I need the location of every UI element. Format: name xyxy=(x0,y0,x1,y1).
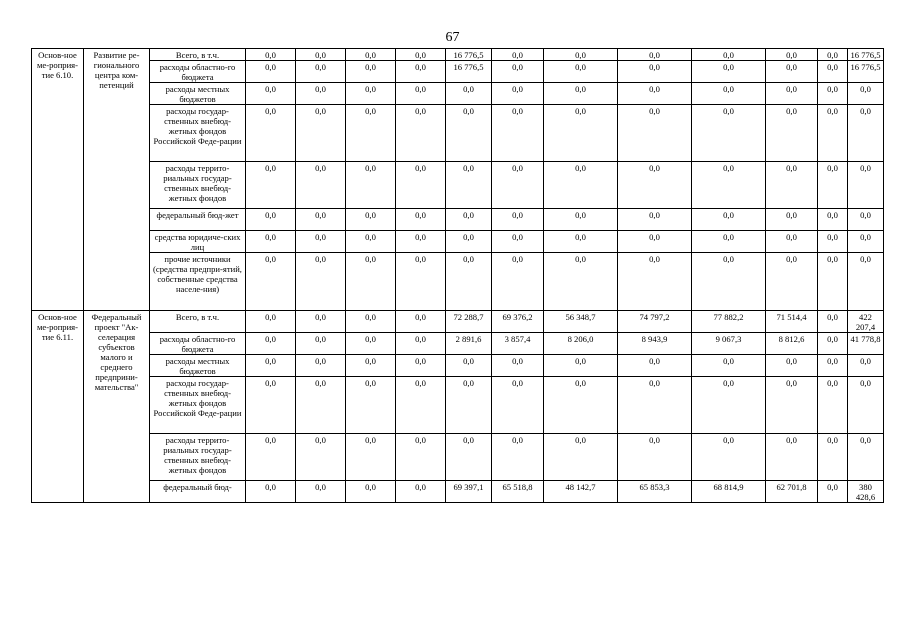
value-cell: 0,0 xyxy=(766,162,818,209)
value-cell: 0,0 xyxy=(692,231,766,253)
source-label-cell: расходы областно-го бюджета xyxy=(150,61,246,83)
table-row xyxy=(32,333,884,355)
value-cell: 0,0 xyxy=(492,355,544,377)
value-cell: 0,0 xyxy=(818,49,848,61)
value-cell: 68 814,9 xyxy=(692,481,766,503)
source-label-cell: расходы террито-риальных государ-ственных внебюд-жетных фондов xyxy=(150,162,246,209)
value-cell: 0,0 xyxy=(818,83,848,105)
value-cell: 0,0 xyxy=(396,231,446,253)
value-cell: 0,0 xyxy=(346,377,396,434)
value-cell: 0,0 xyxy=(246,83,296,105)
value-cell: 0,0 xyxy=(766,434,818,481)
value-cell: 0,0 xyxy=(396,355,446,377)
value-cell: 62 701,8 xyxy=(766,481,818,503)
value-cell: 16 776,5 xyxy=(446,49,492,61)
value-cell: 0,0 xyxy=(296,209,346,231)
value-cell: 0,0 xyxy=(446,231,492,253)
value-cell: 0,0 xyxy=(818,434,848,481)
value-cell: 380 428,6 xyxy=(848,481,884,503)
value-cell: 0,0 xyxy=(618,434,692,481)
value-cell: 0,0 xyxy=(818,333,848,355)
value-cell: 0,0 xyxy=(692,377,766,434)
value-cell: 0,0 xyxy=(296,162,346,209)
value-cell: 0,0 xyxy=(396,105,446,162)
value-cell: 0,0 xyxy=(492,162,544,209)
value-cell: 0,0 xyxy=(296,49,346,61)
value-cell: 0,0 xyxy=(346,105,396,162)
value-cell: 0,0 xyxy=(618,253,692,311)
value-cell: 0,0 xyxy=(818,209,848,231)
value-cell: 0,0 xyxy=(618,61,692,83)
value-cell: 0,0 xyxy=(766,209,818,231)
value-cell: 0,0 xyxy=(848,162,884,209)
value-cell: 0,0 xyxy=(346,231,396,253)
value-cell: 0,0 xyxy=(346,253,396,311)
value-cell: 69 397,1 xyxy=(446,481,492,503)
source-label-cell: Всего, в т.ч. xyxy=(150,311,246,333)
source-label-cell: средства юридиче-ских лиц xyxy=(150,231,246,253)
value-cell: 0,0 xyxy=(246,333,296,355)
value-cell: 65 518,8 xyxy=(492,481,544,503)
value-cell: 0,0 xyxy=(246,209,296,231)
value-cell: 0,0 xyxy=(544,253,618,311)
value-cell: 0,0 xyxy=(396,61,446,83)
source-label-cell: федеральный бюд- xyxy=(150,481,246,503)
value-cell: 0,0 xyxy=(618,209,692,231)
value-cell: 0,0 xyxy=(296,481,346,503)
value-cell: 0,0 xyxy=(692,209,766,231)
value-cell: 0,0 xyxy=(396,83,446,105)
value-cell: 8 206,0 xyxy=(544,333,618,355)
value-cell: 0,0 xyxy=(492,49,544,61)
value-cell: 16 776,5 xyxy=(848,49,884,61)
value-cell: 0,0 xyxy=(848,83,884,105)
value-cell: 72 288,7 xyxy=(446,311,492,333)
value-cell: 0,0 xyxy=(848,105,884,162)
value-cell: 0,0 xyxy=(544,61,618,83)
value-cell: 0,0 xyxy=(396,481,446,503)
value-cell: 0,0 xyxy=(544,83,618,105)
value-cell: 0,0 xyxy=(296,231,346,253)
value-cell: 0,0 xyxy=(818,162,848,209)
value-cell: 0,0 xyxy=(692,355,766,377)
value-cell: 0,0 xyxy=(692,61,766,83)
value-cell: 0,0 xyxy=(346,333,396,355)
value-cell: 0,0 xyxy=(446,434,492,481)
source-label-cell: расходы областно-го бюджета xyxy=(150,333,246,355)
page-number: 67 xyxy=(445,30,460,45)
value-cell: 0,0 xyxy=(766,355,818,377)
value-cell: 0,0 xyxy=(492,105,544,162)
value-cell: 0,0 xyxy=(848,231,884,253)
value-cell: 0,0 xyxy=(818,61,848,83)
value-cell: 0,0 xyxy=(544,377,618,434)
value-cell: 0,0 xyxy=(818,231,848,253)
value-cell: 0,0 xyxy=(618,162,692,209)
value-cell: 0,0 xyxy=(346,481,396,503)
value-cell: 48 142,7 xyxy=(544,481,618,503)
value-cell: 0,0 xyxy=(848,209,884,231)
value-cell: 0,0 xyxy=(818,105,848,162)
value-cell: 0,0 xyxy=(618,377,692,434)
source-label-cell: расходы местных бюджетов xyxy=(150,355,246,377)
value-cell: 0,0 xyxy=(246,105,296,162)
value-cell: 0,0 xyxy=(246,49,296,61)
value-cell: 0,0 xyxy=(692,105,766,162)
description-cell: Развитие ре-гионального центра ком-петенций xyxy=(84,49,150,311)
source-label-cell: Всего, в т.ч. xyxy=(150,49,246,61)
value-cell: 0,0 xyxy=(618,231,692,253)
value-cell: 0,0 xyxy=(692,49,766,61)
value-cell: 0,0 xyxy=(544,209,618,231)
source-label-cell: расходы государ-ственных внебюд-жетных фондов Российской Феде-рации xyxy=(150,105,246,162)
value-cell: 0,0 xyxy=(296,434,346,481)
value-cell: 0,0 xyxy=(544,105,618,162)
value-cell: 0,0 xyxy=(296,61,346,83)
table-row xyxy=(32,49,884,61)
value-cell: 0,0 xyxy=(818,355,848,377)
value-cell: 0,0 xyxy=(544,162,618,209)
budget-table xyxy=(31,48,884,503)
value-cell: 0,0 xyxy=(848,355,884,377)
value-cell: 0,0 xyxy=(246,61,296,83)
value-cell: 0,0 xyxy=(692,434,766,481)
source-label-cell: расходы государ-ственных внебюд-жетных фондов Российской Феде-рации xyxy=(150,377,246,434)
value-cell: 0,0 xyxy=(818,311,848,333)
value-cell: 0,0 xyxy=(848,253,884,311)
value-cell: 0,0 xyxy=(766,377,818,434)
value-cell: 65 853,3 xyxy=(618,481,692,503)
value-cell: 0,0 xyxy=(396,49,446,61)
measure-cell: Основ-ное ме-роприя-тие 6.11. xyxy=(32,311,84,503)
value-cell: 0,0 xyxy=(492,209,544,231)
value-cell: 0,0 xyxy=(544,49,618,61)
value-cell: 74 797,2 xyxy=(618,311,692,333)
value-cell: 0,0 xyxy=(246,377,296,434)
value-cell: 0,0 xyxy=(848,434,884,481)
value-cell: 0,0 xyxy=(346,49,396,61)
value-cell: 0,0 xyxy=(766,253,818,311)
value-cell: 0,0 xyxy=(246,311,296,333)
value-cell: 0,0 xyxy=(296,377,346,434)
value-cell: 0,0 xyxy=(246,355,296,377)
value-cell: 0,0 xyxy=(296,333,346,355)
value-cell: 0,0 xyxy=(618,83,692,105)
source-label-cell: прочие источники (средства предпри-ятий, собственные средства населе-ния) xyxy=(150,253,246,311)
value-cell: 0,0 xyxy=(396,377,446,434)
table-row xyxy=(32,253,884,311)
value-cell: 0,0 xyxy=(446,377,492,434)
value-cell: 0,0 xyxy=(246,253,296,311)
value-cell: 0,0 xyxy=(446,83,492,105)
value-cell: 0,0 xyxy=(396,434,446,481)
value-cell: 0,0 xyxy=(766,83,818,105)
value-cell: 0,0 xyxy=(296,83,346,105)
value-cell: 0,0 xyxy=(346,162,396,209)
value-cell: 0,0 xyxy=(246,481,296,503)
value-cell: 0,0 xyxy=(692,83,766,105)
value-cell: 0,0 xyxy=(492,61,544,83)
value-cell: 3 857,4 xyxy=(492,333,544,355)
value-cell: 0,0 xyxy=(692,162,766,209)
value-cell: 0,0 xyxy=(618,105,692,162)
value-cell: 71 514,4 xyxy=(766,311,818,333)
value-cell: 0,0 xyxy=(544,434,618,481)
value-cell: 0,0 xyxy=(346,209,396,231)
value-cell: 0,0 xyxy=(296,311,346,333)
value-cell: 0,0 xyxy=(296,253,346,311)
value-cell: 8 812,6 xyxy=(766,333,818,355)
value-cell: 0,0 xyxy=(492,231,544,253)
table-row xyxy=(32,311,884,333)
value-cell: 0,0 xyxy=(618,49,692,61)
value-cell: 0,0 xyxy=(346,311,396,333)
value-cell: 0,0 xyxy=(346,83,396,105)
table-row xyxy=(32,209,884,231)
value-cell: 0,0 xyxy=(818,377,848,434)
table-row xyxy=(32,83,884,105)
table-row xyxy=(32,231,884,253)
value-cell: 0,0 xyxy=(848,377,884,434)
value-cell: 0,0 xyxy=(396,253,446,311)
value-cell: 0,0 xyxy=(818,253,848,311)
source-label-cell: расходы местных бюджетов xyxy=(150,83,246,105)
value-cell: 0,0 xyxy=(544,231,618,253)
value-cell: 0,0 xyxy=(492,434,544,481)
value-cell: 0,0 xyxy=(492,377,544,434)
value-cell: 0,0 xyxy=(492,253,544,311)
value-cell: 0,0 xyxy=(396,311,446,333)
value-cell: 0,0 xyxy=(446,355,492,377)
value-cell: 0,0 xyxy=(246,434,296,481)
value-cell: 0,0 xyxy=(246,162,296,209)
value-cell: 0,0 xyxy=(692,253,766,311)
value-cell: 0,0 xyxy=(544,355,618,377)
table-row xyxy=(32,377,884,434)
value-cell: 2 891,6 xyxy=(446,333,492,355)
value-cell: 0,0 xyxy=(396,333,446,355)
table-row xyxy=(32,434,884,481)
value-cell: 0,0 xyxy=(446,162,492,209)
source-label-cell: федеральный бюд-жет xyxy=(150,209,246,231)
measure-cell: Основ-ное ме-роприя-тие 6.10. xyxy=(32,49,84,311)
value-cell: 56 348,7 xyxy=(544,311,618,333)
value-cell: 16 776,5 xyxy=(848,61,884,83)
value-cell: 0,0 xyxy=(446,209,492,231)
value-cell: 16 776,5 xyxy=(446,61,492,83)
description-cell: Федеральный проект "Ак-селерация субъектов малого и среднего предприни-мательства" xyxy=(84,311,150,503)
value-cell: 0,0 xyxy=(396,209,446,231)
table-row xyxy=(32,481,884,503)
value-cell: 0,0 xyxy=(766,231,818,253)
value-cell: 0,0 xyxy=(446,253,492,311)
value-cell: 0,0 xyxy=(246,231,296,253)
value-cell: 0,0 xyxy=(818,481,848,503)
value-cell: 0,0 xyxy=(492,83,544,105)
value-cell: 9 067,3 xyxy=(692,333,766,355)
value-cell: 0,0 xyxy=(296,355,346,377)
value-cell: 0,0 xyxy=(346,355,396,377)
value-cell: 0,0 xyxy=(446,105,492,162)
value-cell: 0,0 xyxy=(296,105,346,162)
value-cell: 0,0 xyxy=(396,162,446,209)
value-cell: 0,0 xyxy=(766,49,818,61)
value-cell: 0,0 xyxy=(766,61,818,83)
source-label-cell: расходы террито-риальных государ-ственных внебюд-жетных фондов xyxy=(150,434,246,481)
value-cell: 0,0 xyxy=(346,434,396,481)
value-cell: 8 943,9 xyxy=(618,333,692,355)
value-cell: 0,0 xyxy=(766,105,818,162)
value-cell: 0,0 xyxy=(346,61,396,83)
value-cell: 41 778,8 xyxy=(848,333,884,355)
table-row xyxy=(32,61,884,83)
table-row xyxy=(32,162,884,209)
table-row xyxy=(32,355,884,377)
table-row xyxy=(32,105,884,162)
value-cell: 77 882,2 xyxy=(692,311,766,333)
value-cell: 69 376,2 xyxy=(492,311,544,333)
value-cell: 422 207,4 xyxy=(848,311,884,333)
value-cell: 0,0 xyxy=(618,355,692,377)
